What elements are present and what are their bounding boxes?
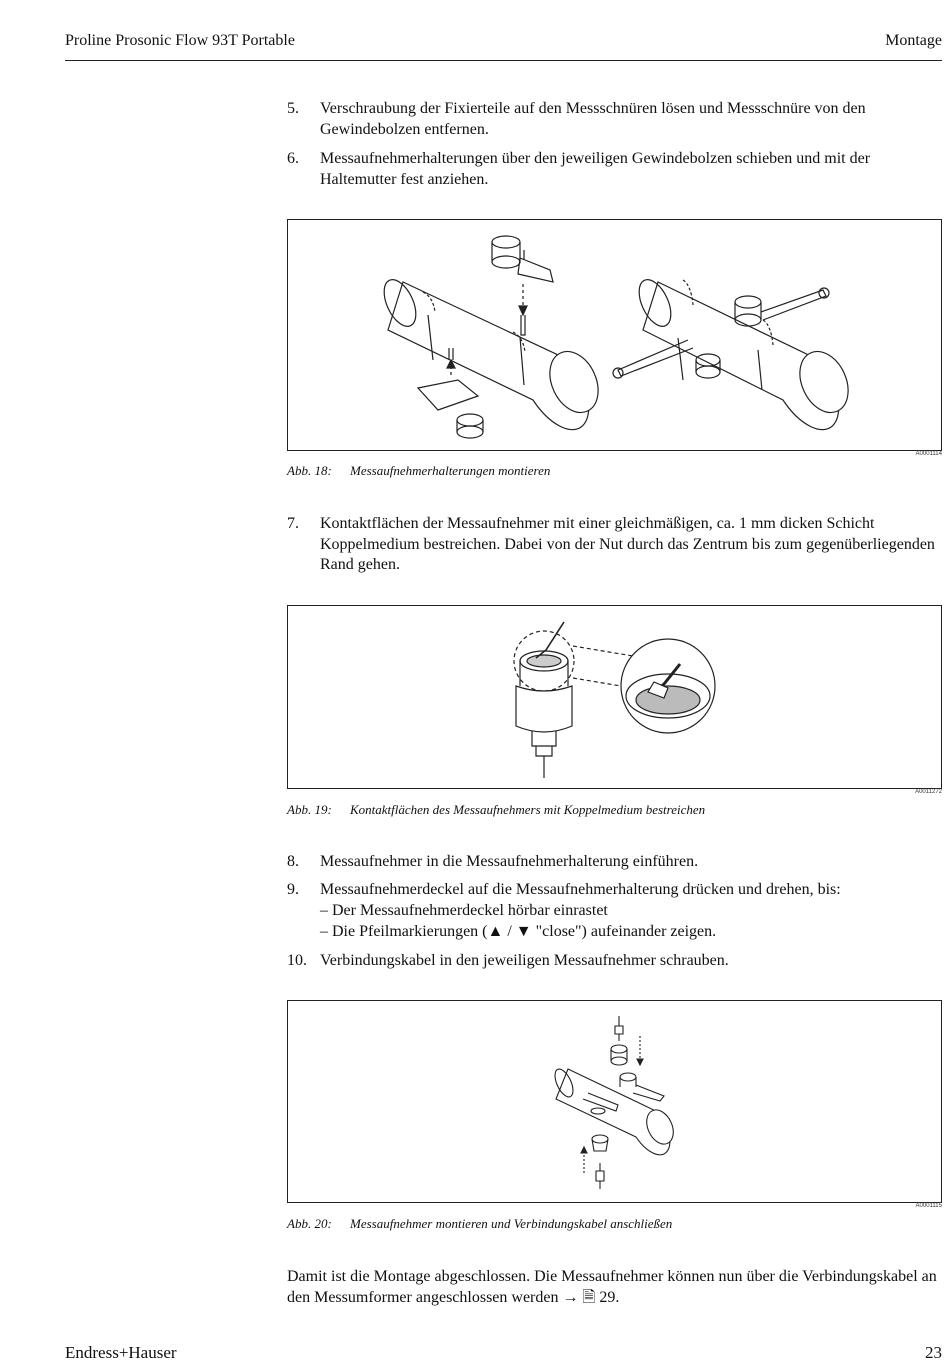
figure-19-caption: [287, 802, 942, 820]
step-text: Verbindungskabel in den jeweiligen Messaufnehmer schrauben.: [320, 952, 729, 969]
figure-20-caption: [287, 1216, 942, 1234]
step-9: [287, 880, 942, 944]
step-text: Messaufnehmerdeckel auf die Messaufnehmerhalterung drücken und drehen, bis:: [320, 881, 841, 898]
document-title: Proline Prosonic Flow 93T Portable: [65, 32, 295, 49]
step-number: 6.: [287, 150, 299, 167]
coupling-medium-drawing: [288, 606, 941, 788]
step-text: Kontaktflächen der Messaufnehmer mit einer gleichmäßigen, ca. 1 mm dicken Schicht Koppelmedium bestreichen. Dabei von der Nut durch das Zentrum bis zum gegenüberliegenden Rand gehen.: [320, 515, 935, 573]
figure-number: Abb. 20:: [287, 1216, 332, 1231]
figure-code: A0001114: [915, 451, 942, 457]
figure-caption-text: Messaufnehmerhalterungen montieren: [350, 463, 551, 478]
step-number: 9.: [287, 881, 299, 898]
figure-19-illustration: [287, 605, 942, 789]
step-5: [287, 99, 942, 141]
step-number: 5.: [287, 100, 299, 117]
figure-code: A0011272: [915, 789, 942, 795]
figure-number: Abb. 19:: [287, 802, 332, 817]
step-8: [287, 852, 942, 874]
figure-caption-text: Messaufnehmer montieren und Verbindungskabel anschließen: [350, 1216, 673, 1231]
figure-20-illustration: [287, 1000, 942, 1203]
step-text: Verschraubung der Fixierteile auf den Messschnüren lösen und Messschnüre von den Gewindebolzen entfernen.: [320, 100, 866, 138]
section-title: Montage: [885, 32, 942, 49]
step-number: 10.: [287, 952, 307, 969]
company-name: Endress+Hauser: [65, 1343, 177, 1362]
step-6: [287, 149, 942, 191]
sensor-cable-connection-drawing: [288, 1001, 941, 1202]
figure-code: A0001115: [915, 1203, 942, 1209]
step-number: 7.: [287, 515, 299, 532]
step-substep: – Die Pfeilmarkierungen (▲ / ▼ "close") aufeinander zeigen.: [320, 923, 717, 940]
figure-caption-text: Kontaktflächen des Messaufnehmers mit Koppelmedium bestreichen: [350, 802, 706, 817]
step-text: Messaufnehmer in die Messaufnehmerhalterung einführen.: [320, 853, 699, 870]
page-content: [287, 0, 942, 1370]
step-substep: – Der Messaufnehmerdeckel hörbar einrastet: [320, 902, 608, 919]
step-text: Messaufnehmerhalterungen über den jeweiligen Gewindebolzen schieben und mit der Haltemutter fest anziehen.: [320, 150, 871, 188]
sensor-holder-mounting-drawing: [288, 220, 941, 450]
figure-number: Abb. 18:: [287, 463, 332, 478]
step-10: [287, 951, 942, 973]
step-number: 8.: [287, 853, 299, 870]
closing-text: Damit ist die Montage abgeschlossen. Die Messaufnehmer können nun über die Verbindungskabel an den Messumformer angeschlossen werden → 🗎 29.: [287, 1268, 937, 1306]
page-number: 23: [925, 1343, 942, 1362]
figure-18-caption: [287, 463, 942, 481]
closing-paragraph: [287, 1267, 942, 1311]
figure-18-illustration: [287, 219, 942, 451]
step-7: [287, 514, 942, 578]
